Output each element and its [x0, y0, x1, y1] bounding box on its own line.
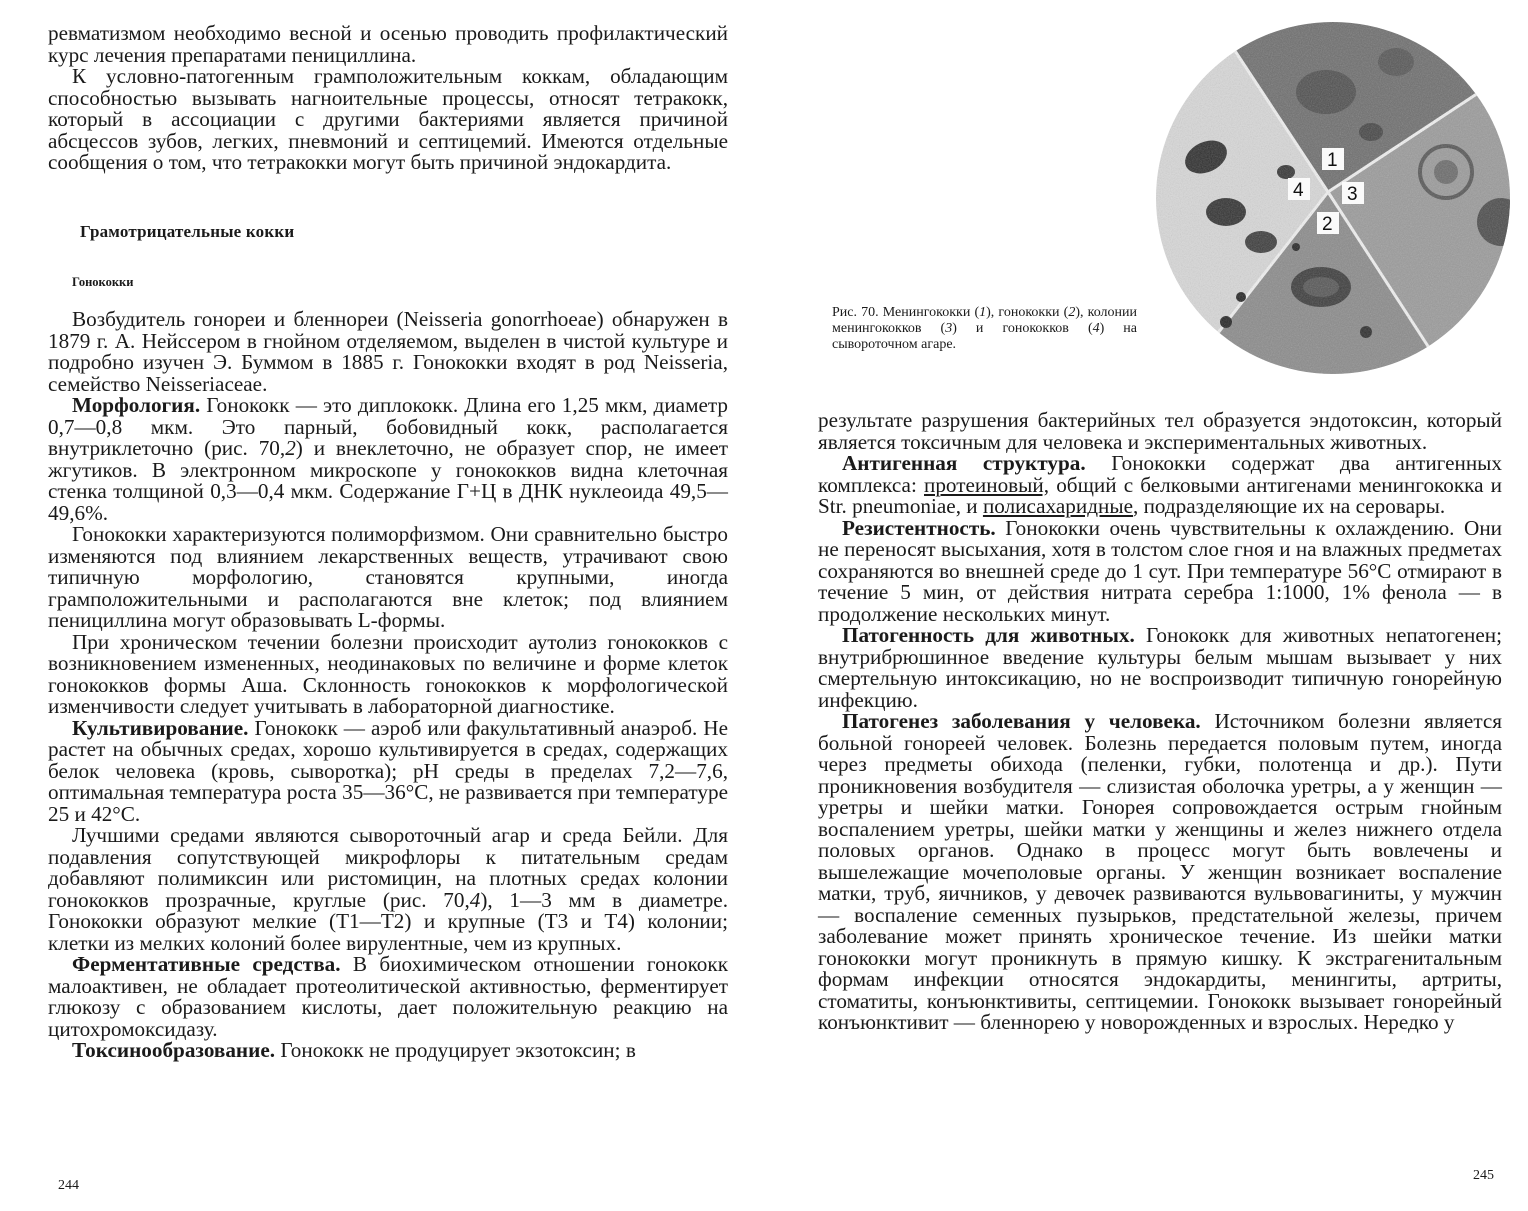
morphology-text-b: ) и внеклеточно, не образует спор, не имеет жгутиков. В электронном микроскопе у гонококков видна клеточная стенка толщиной 0,3—0,4 мкм. Содержание Г+Ц в ДНК нуклеоида 49,5—49,6%.: [48, 436, 728, 525]
paragraph-animal-pathogenicity: [818, 625, 1502, 711]
media-text-a: Лучшими средами являются сывороточный агар и среда Бейли. Для подавления сопутствующей микрофлоры к питательным средам добавляют полимиксин или ристомицин, на плотных средах колонии гонококков прозрачные, круглые (рис. 70,: [48, 823, 728, 912]
antigens-text-c: , подразделяющие их на серовары.: [1132, 494, 1446, 518]
antigens-title: Антигенная структура.: [842, 451, 1086, 475]
intro-paragraph-2: К условно-патогенным грамположительным коккам, обладающим способностью вызывать нагноительные процессы, относят тетракокк, который в ассоциации с другими бактериями является причиной абсцессов зубов, легких, пневмоний и септицемий. Имеются отдельные сообщения о том, что тетракокки могут быть причиной эндокардита.: [48, 64, 728, 174]
figure-ref-2: 2: [285, 436, 296, 460]
right-text: [818, 410, 1502, 1034]
morphology-text-a: Гонококк — это диплококк. Длина его 1,25 мкм, диаметр 0,7—0,8 мкм. Это парный, бобовидный кокк, располагается внутриклеточно (рис. 70,: [48, 393, 728, 460]
caption-ref-3: 3: [945, 321, 953, 336]
intro-block: [48, 23, 728, 174]
enzymes-title: Ферментативные средства.: [72, 952, 341, 976]
paragraph-human-pathogenesis: [818, 711, 1502, 1034]
animal-pathogenicity-text: Гонококк для животных непатогенен; внутрибрюшинное введение культуры белым мышам вызывает у них смертельную интоксикацию, но не воспроизводит типичную гонорейную инфекцию.: [818, 623, 1502, 712]
human-pathogenesis-title: Патогенез заболевания у человека.: [842, 709, 1201, 733]
figure-ref-4: 4: [469, 887, 481, 912]
cultivation-text: Гонококк — аэроб или факультативный анаэроб. Не растет на обычных средах, хорошо культивируется в средах, содержащих белок человека (кровь, сыворотка); pH среды в пределах 7,2—7,6, оптимальная температура роста 35—36°С, не развивается при температуре 25 и 42°С.: [48, 715, 728, 826]
human-pathogenesis-text: Источником болезни является больной гонореей человек. Болезнь передается половым путем, иногда через предметы обихода (пеленки, губки, полотенца и др.). Пути проникновения возбудителя — слизистая оболочка уретры, а у женщин — уретры и шейки матки. Гонорея сопровождается острым гнойным воспалением уретры, шейки матки у женщины и желез нижнего отдела половых органов. Однако в процесс могут быть вовлечены и вышележащие мочеполовые органы. У женщин возникает воспаление матки, труб, яичников, у девочек развиваются вульвовагиниты, у мужчин — воспаление семенных пузырьков, предстательной железы, причем заболевание может принять хроническое течение. Из шейки матки гонококки могут проникнуть в прямую кишку. К экстрагенитальным формам инфекции относятся эндокардиты, менингиты, артриты, стоматиты, конъюнктивиты, септицемии. Гонококк вызывает гонорейный конъюнктивит — бленнорею у новорожденных и взрослых. Нередко у: [818, 709, 1502, 1034]
antigen-protein: протеиновый,: [924, 472, 1050, 497]
paragraph-chronic: При хроническом течении болезни происходит аутолиз гонококков с возникновением измененных, неодинаковых по величине и форме клеток гонококков формы Аша. Склонность гонококков к морфологической изменчивости следует учитывать в лабораторной диагностике.: [48, 629, 728, 718]
intro-paragraph-1: ревматизмом необходимо весной и осенью проводить профилактический курс лечения препаратами пенициллина.: [48, 21, 728, 67]
caption-ref-2: 2: [1068, 305, 1076, 320]
figure-label-1: 1: [1327, 150, 1338, 171]
caption-part-e: ) на сывороточном агаре.: [832, 321, 1138, 352]
caption-part-b: ), гонококки (: [986, 305, 1069, 320]
micrograph-image: [1156, 22, 1510, 374]
paragraph-media: [48, 825, 728, 954]
page-number-right: 245: [1473, 1168, 1494, 1183]
antigen-polysaccharide: полисахаридные: [982, 494, 1133, 518]
resistance-title: Резистентность.: [842, 515, 996, 540]
resistance-text: Гонококки очень чувствительны к охлаждению. Они не переносят высыхания, хотя в толстом слое гноя и на влажных предметах сохраняются во внешней среде до 1 сут. При температуре 56°С отмирают в течение 5 мин, от действия нитрата серебра 1:1000, 1% фенола — в продолжение нескольких минут.: [818, 515, 1502, 626]
paragraph-endotoxin: результате разрушения бактерийных тел образуется эндотоксин, который является токсичным для человека и экспериментальных животных.: [818, 408, 1502, 454]
animal-pathogenicity-title: Патогенность для животных.: [842, 623, 1135, 647]
cultivation-title: Культивирование.: [72, 715, 249, 740]
antigens-text-b: общий с белковыми антигенами менингококка и Str. pneumoniae, и: [818, 472, 1502, 518]
antigens-text-a: Гонококки содержат два антигенных комплекса:: [818, 451, 1502, 497]
toxins-text: Гонококк не продуцирует экзотоксин; в: [275, 1038, 636, 1062]
figure-caption: [832, 305, 1137, 353]
caption-part-a: Рис. 70. Менингококки (: [832, 305, 980, 320]
enzymes-text: В биохимическом отношении гонококк малоактивен, не обладает протеолитической активностью, ферментирует глюкозу с образованием кислоты, дает положительную реакцию на цитохромоксидазу.: [48, 952, 728, 1041]
paragraph-cultivation: [48, 715, 728, 826]
media-text-b: ), 1—3 мм в диаметре. Гонококки образуют мелкие (Т1—Т2) и крупные (Т3 и Т4) колонии; клетки из мелких колоний более вирулентные, чем из крупных.: [48, 887, 728, 955]
figure-label-3: 3: [1347, 184, 1358, 205]
paragraph-polymorphism: Гонококки характеризуются полиморфизмом. Они сравнительно быстро изменяются под влиянием лекарственных веществ, утрачивают свою типичную морфологию, становятся крупными, иногда грамположительными и располагаются вне клеток; под влиянием пенициллина могут образовывать L-формы.: [48, 522, 728, 632]
paragraph-enzymes: [48, 954, 728, 1040]
subsection-heading: Гонококки: [72, 275, 134, 289]
toxins-title: Токсинообразование.: [72, 1038, 276, 1062]
figure-label-4: 4: [1293, 180, 1304, 201]
caption-ref-4: 4: [1092, 321, 1100, 336]
paragraph-antigens: [818, 453, 1502, 518]
paragraph-toxins: [48, 1040, 728, 1062]
paragraph-morphology: [48, 395, 728, 524]
paragraph-discovery: Возбудитель гонореи и бленнореи (Neisseria gonorrhoeae) обнаружен в 1879 г. А. Нейссером в гнойном отделяемом, выделен в чистой культуре и подробно изучен Э. Буммом в 1885 г. Гонококки входят в род Neisseria, семейство Neisseriaceae.: [48, 307, 728, 396]
micrograph-figure: [1156, 22, 1510, 374]
figure-label-2: 2: [1322, 214, 1333, 235]
gonococci-text: [48, 309, 728, 1062]
section-heading: Грамотрицательные кокки: [80, 222, 295, 241]
caption-part-c: ), колонии менингококков (: [832, 305, 1137, 336]
page-number-left: 244: [58, 1178, 79, 1193]
caption-ref-1: 1: [979, 305, 987, 320]
paragraph-resistance: [818, 515, 1502, 626]
caption-part-d: ) и гонококков (: [952, 321, 1093, 336]
morphology-title: Морфология.: [72, 393, 201, 417]
